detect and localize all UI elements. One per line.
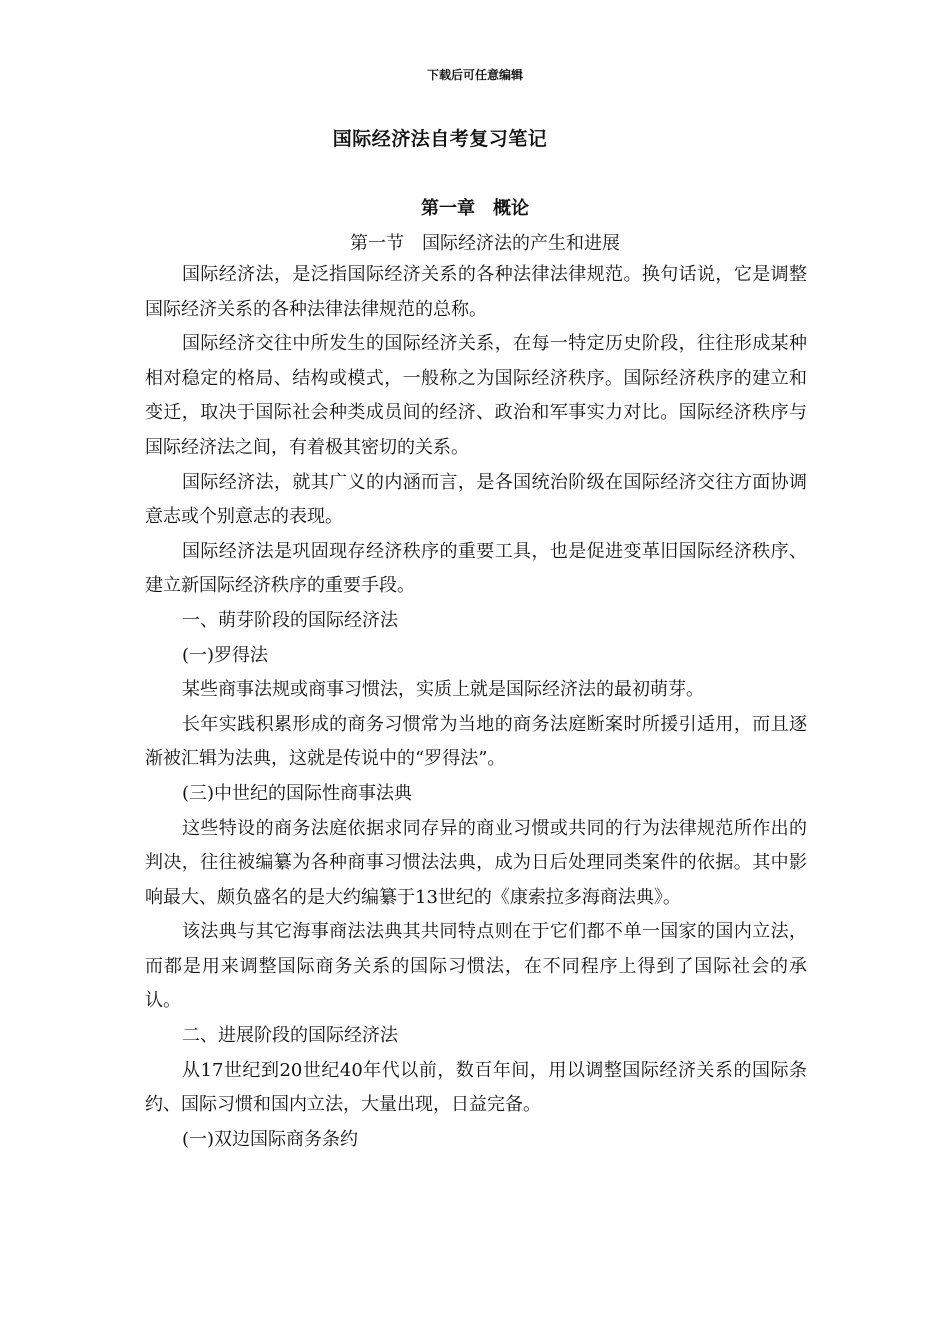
subheading-medieval-codes: (三)中世纪的国际性商事法典 [182, 782, 413, 804]
paragraph-5: 某些商事法规或商事习惯法，实质上就是国际经济法的最初萌芽。 [182, 679, 704, 701]
subheading-sprouting-stage: 一、萌芽阶段的国际经济法 [182, 609, 398, 631]
paragraph-9: 从17世纪到20世纪40年代以前，数百年间，用以调整国际经济关系的国际条约、国际习惯和国内立法，大量出现，日益完备。 [145, 1059, 807, 1116]
section-heading: 第一节 国际经济法的产生和进展 [350, 233, 620, 254]
paragraph-2: 国际经济交往中所发生的国际经济关系，在每一特定历史阶段，往往形成某种相对稳定的格局、结构或模式，一般称之为国际经济秩序。国际经济秩序的建立和变迁，取决于国际社会种类成员间的经济、政治和军事实力对比。国际经济秩序与国际经济法之间，有着极其密切的关系。 [145, 333, 807, 458]
paragraph-4: 国际经济法是巩固现存经济秩序的重要工具，也是促进变革旧国际经济秩序、建立新国际经济秩序的重要手段。 [145, 540, 807, 597]
header-note: 下载后可任意编辑 [426, 68, 523, 82]
paragraph-7: 这些特设的商务法庭依据求同存异的商业习惯或共同的行为法律规范所作出的判决，往往被编纂为各种商事习惯法法典，成为日后处理同类案件的依据。其中影响最大、颇负盛名的是大约编纂于13世纪的《康索拉多海商法典》。 [145, 817, 807, 908]
paragraph-3: 国际经济法，就其广义的内涵而言，是各国统治阶级在国际经济交往方面协调意志或个别意志的表现。 [145, 471, 807, 528]
body-text [145, 258, 807, 1157]
document-title: 国际经济法自考复习笔记 [332, 128, 548, 150]
paragraph-1: 国际经济法，是泛指国际经济关系的各种法律法律规范。换句话说，它是调整国际经济关系的各种法律法律规范的总称。 [145, 264, 807, 320]
subheading-development-stage: 二、进展阶段的国际经济法 [182, 1025, 398, 1047]
subheading-rhodian-law: (一)罗得法 [182, 644, 269, 666]
paragraph-6: 长年实践积累形成的商务习惯常为当地的商务法庭断案时所援引适用，而且逐渐被汇辑为法典，这就是传说中的“罗得法”。 [145, 713, 807, 770]
paragraph-8: 该法典与其它海事商法法典其共同特点则在于它们都不单一国家的国内立法，而都是用来调整国际商务关系的国际习惯法，在不同程序上得到了国际社会的承认。 [145, 921, 807, 1012]
chapter-heading: 第一章 概论 [421, 198, 529, 219]
subheading-bilateral-treaties: (一)双边国际商务条约 [182, 1128, 359, 1150]
